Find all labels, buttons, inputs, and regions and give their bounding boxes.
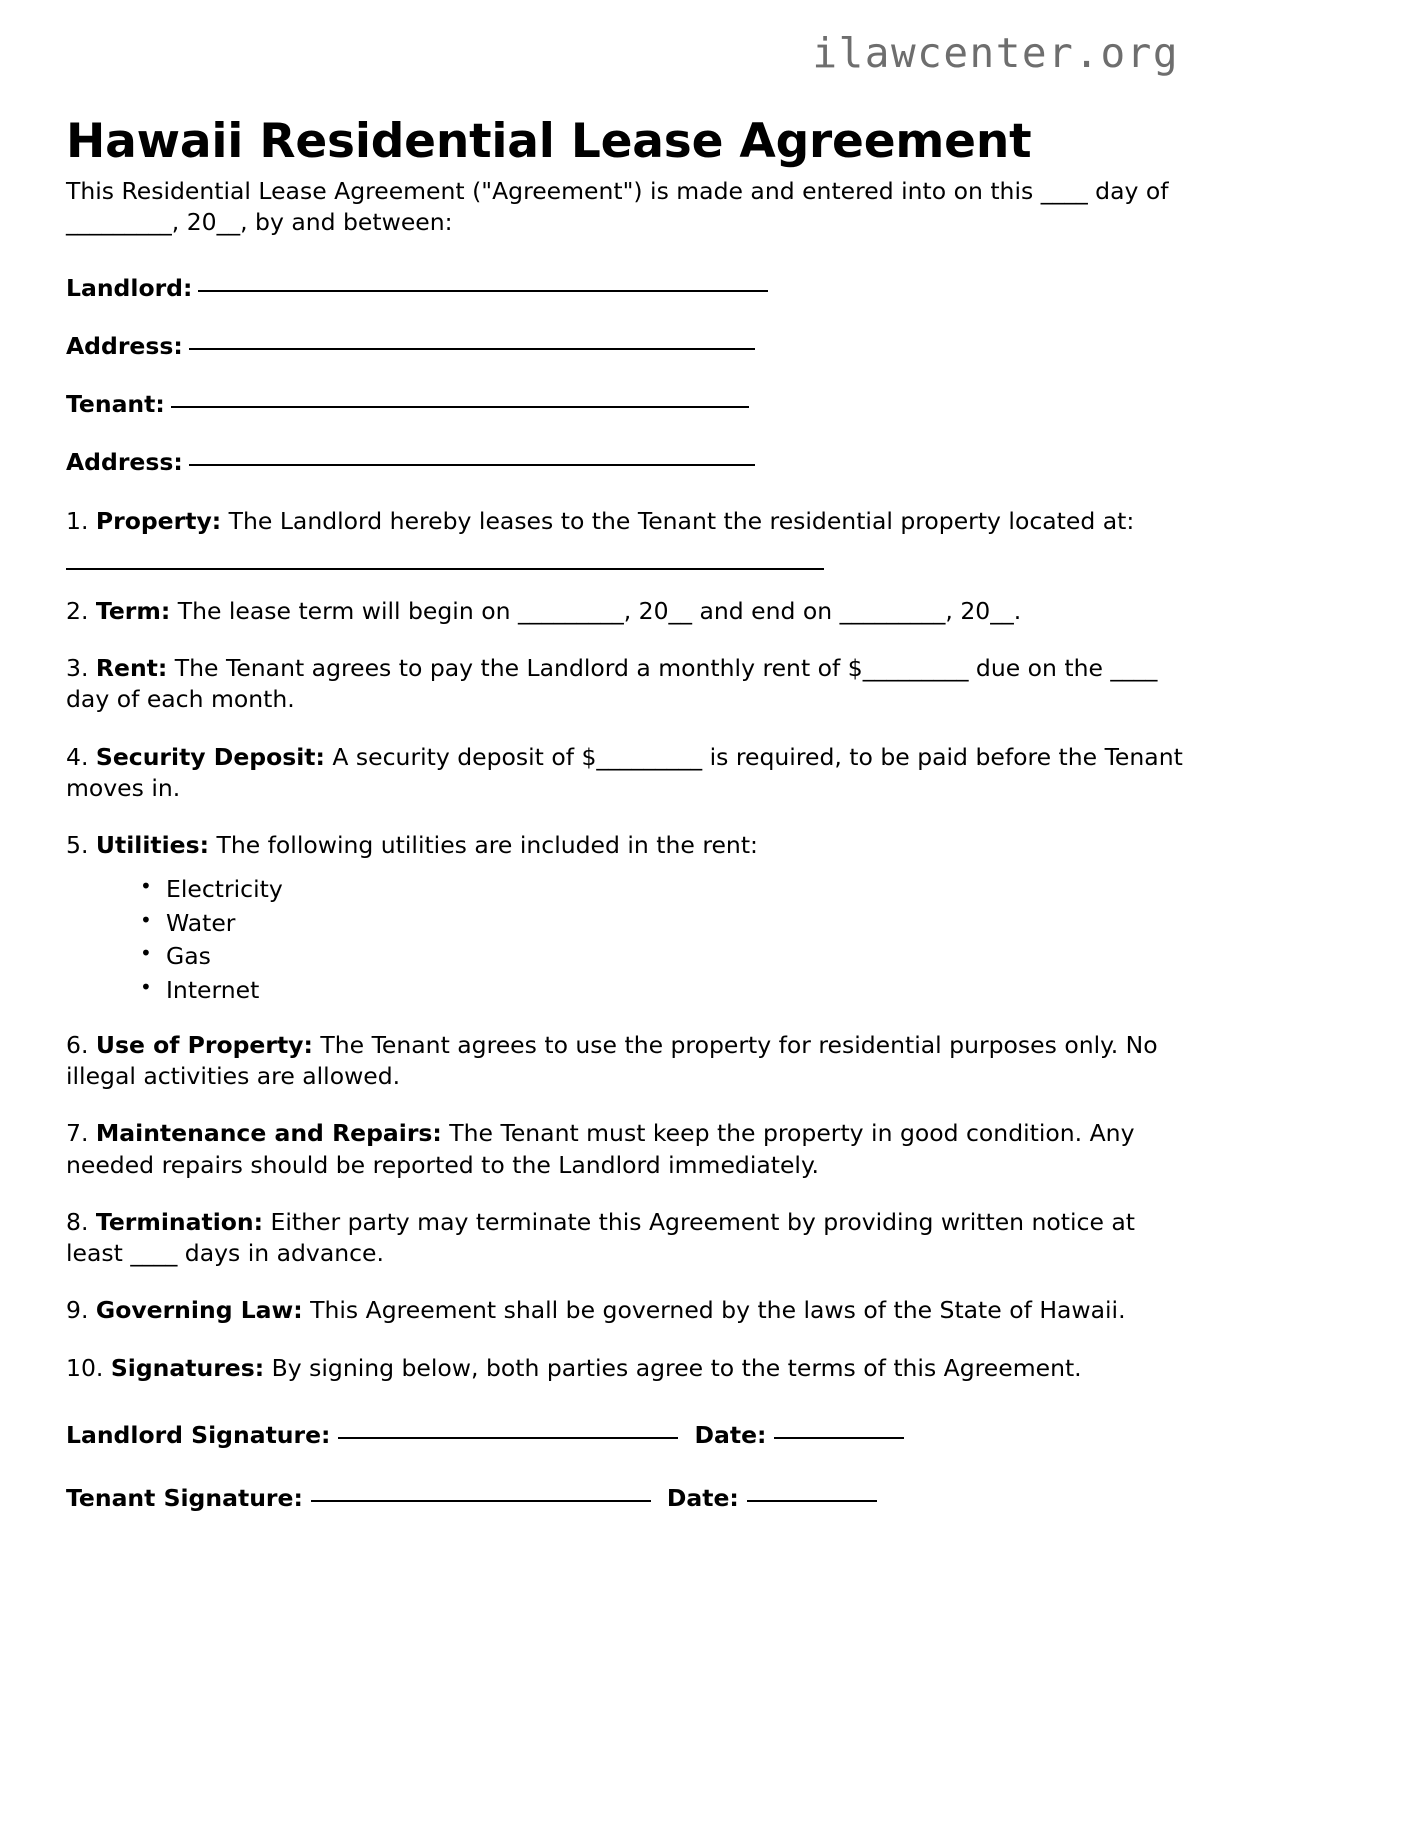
section-6-number: 6. <box>66 1030 89 1059</box>
section-8-heading: Termination: <box>95 1207 264 1236</box>
landlord-date-input-rule[interactable] <box>774 1436 904 1439</box>
section-1-number: 1. <box>66 506 89 535</box>
section-6-heading: Use of Property: <box>95 1030 313 1059</box>
section-7-maintenance-and-repairs <box>66 1118 1188 1181</box>
section-5-utilities <box>66 830 1188 861</box>
section-6-body: The Tenant agrees to use the property for residential purposes only. No illegal activities are allowed. <box>66 1030 1158 1091</box>
section-5-heading: Utilities: <box>95 831 209 859</box>
section-2-term <box>66 596 1188 627</box>
section-2-number: 2. <box>66 596 89 625</box>
landlord-label: Landlord: <box>66 273 193 302</box>
section-9-heading: Governing Law: <box>95 1296 303 1325</box>
section-8-number: 8. <box>66 1207 89 1236</box>
field-row-tenant-address <box>66 447 1188 478</box>
section-4-heading: Security Deposit: <box>95 742 325 771</box>
signature-block <box>66 1420 1188 1515</box>
field-row-tenant <box>66 389 1188 420</box>
list-item <box>166 909 1188 937</box>
section-7-heading: Maintenance and Repairs: <box>95 1119 442 1148</box>
section-5-body: The following utilities are included in the rent: <box>216 831 758 859</box>
section-3-rent <box>66 653 1188 716</box>
landlord-signature-label: Landlord Signature: <box>66 1420 331 1449</box>
title-spacer <box>66 0 1188 176</box>
section-1-body: The Landlord hereby leases to the Tenant the residential property located at: <box>228 506 1135 535</box>
property-location-input-rule[interactable] <box>66 567 824 570</box>
tenant-address-input-rule[interactable] <box>189 463 755 466</box>
section-4-number: 4. <box>66 742 89 771</box>
utilities-list <box>66 875 1188 1004</box>
utility-label: Water <box>166 908 236 937</box>
section-3-heading: Rent: <box>95 654 168 682</box>
section-1-heading: Property: <box>95 506 222 535</box>
landlord-address-label: Address: <box>66 331 183 360</box>
section-7-body: The Tenant must keep the property in good condition. Any needed repairs should be reported to the Landlord immediately. <box>66 1119 1135 1179</box>
utility-label: Electricity <box>166 875 283 904</box>
field-row-landlord-address <box>66 331 1188 362</box>
tenant-signature-input-rule[interactable] <box>311 1499 651 1502</box>
section-10-number: 10. <box>66 1353 104 1382</box>
utility-label: Gas <box>166 942 211 971</box>
tenant-input-rule[interactable] <box>171 405 749 408</box>
site-watermark: ilawcenter.org <box>812 29 1179 77</box>
tenant-signature-label: Tenant Signature: <box>66 1484 303 1513</box>
tenant-address-label: Address: <box>66 448 183 477</box>
tenant-signature-row <box>66 1483 1188 1514</box>
section-10-body: By signing below, both parties agree to the terms of this Agreement. <box>271 1353 1082 1382</box>
list-item <box>166 942 1188 970</box>
section-3-number: 3. <box>66 654 89 682</box>
intro-paragraph: This Residential Lease Agreement ("Agreement") is made and entered into on this ____ day of _________, 20__, by and between: <box>66 177 1169 237</box>
list-item <box>166 976 1188 1004</box>
landlord-input-rule[interactable] <box>198 289 768 292</box>
tenant-date-input-rule[interactable] <box>747 1499 877 1502</box>
section-2-body: The lease term will begin on _________, 20__ and end on _________, 20__. <box>177 596 1022 625</box>
section-6-use-of-property <box>66 1030 1188 1093</box>
landlord-signature-input-rule[interactable] <box>338 1436 678 1439</box>
section-9-number: 9. <box>66 1296 89 1325</box>
landlord-date-label: Date: <box>694 1420 767 1449</box>
tenant-date-label: Date: <box>666 1484 739 1513</box>
section-10-heading: Signatures: <box>110 1353 265 1382</box>
section-9-governing-law <box>66 1295 1188 1326</box>
landlord-address-input-rule[interactable] <box>189 347 755 350</box>
section-4-security-deposit <box>66 742 1188 805</box>
landlord-signature-row <box>66 1420 1188 1451</box>
page-title: Hawaii Residential Lease Agreement <box>66 114 1032 170</box>
section-1-property <box>66 506 1188 537</box>
section-2-heading: Term: <box>95 596 171 625</box>
section-9-body: This Agreement shall be governed by the laws of the State of Hawaii. <box>310 1296 1126 1325</box>
section-4-body: A security deposit of $_________ is required, to be paid before the Tenant moves in. <box>66 742 1183 802</box>
section-10-signatures <box>66 1353 1188 1384</box>
list-item <box>166 875 1188 903</box>
document-body <box>66 0 1188 1546</box>
section-3-body: The Tenant agrees to pay the Landlord a monthly rent of $_________ due on the ____ day of each month. <box>66 654 1158 714</box>
section-8-body: Either party may terminate this Agreement by providing written notice at least ____ days in advance. <box>66 1207 1135 1268</box>
section-7-number: 7. <box>66 1119 89 1148</box>
tenant-label: Tenant: <box>66 390 165 418</box>
section-8-termination <box>66 1207 1188 1270</box>
field-row-landlord <box>66 273 1188 304</box>
section-5-number: 5. <box>66 831 89 859</box>
utility-label: Internet <box>166 975 260 1004</box>
